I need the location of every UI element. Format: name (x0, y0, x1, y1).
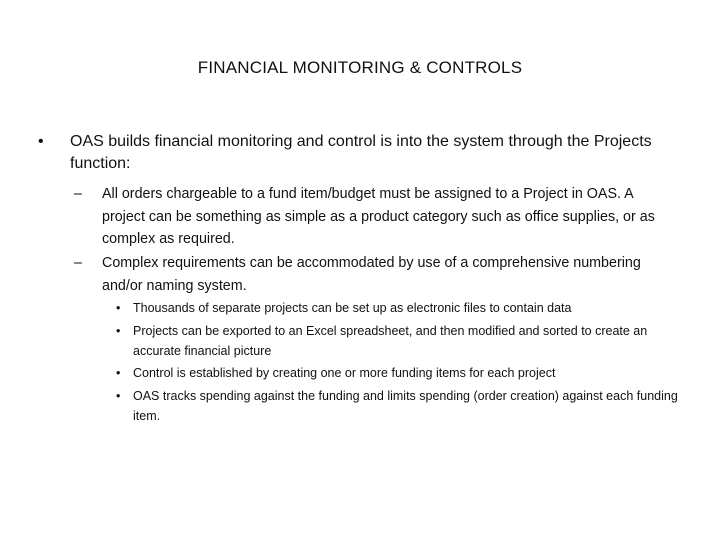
detail-bullet-text: Control is established by creating one or more funding items for each project (133, 366, 556, 380)
detail-bullet-point (116, 386, 683, 426)
bullet-text: OAS builds financial monitoring and control is into the system through the Projects function: (70, 133, 652, 172)
detail-bullet-point (116, 363, 683, 383)
bullet-icon: • (116, 389, 121, 403)
detail-bullet-text: Projects can be exported to an Excel spreadsheet, and then modified and sorted to create an accurate financial picture (133, 324, 648, 358)
slide-title: FINANCIAL MONITORING & CONTROLS (197, 58, 523, 77)
bullet-point (38, 131, 680, 175)
bullet-icon: • (38, 133, 44, 150)
detail-bullet-point (116, 298, 683, 318)
sub-bullet-text: Complex requirements can be accommodated by use of a comprehensive numbering and/or naming system. (102, 255, 641, 294)
dash-icon: – (74, 186, 82, 202)
detail-bullet-text: OAS tracks spending against the funding and limits spending (order creation) against each funding item. (133, 389, 678, 423)
sub-bullet-point (74, 252, 672, 297)
bullet-icon: • (116, 366, 121, 380)
dash-icon: – (74, 255, 82, 271)
sub-bullet-text: All orders chargeable to a fund item/budget must be assigned to a Project in OAS. A project can be something as simple as a product category such as office supplies, or as complex as required. (102, 186, 655, 247)
detail-bullet-text: Thousands of separate projects can be set up as electronic files to contain data (133, 301, 572, 315)
sub-bullet-point (74, 183, 672, 251)
detail-bullet-point (116, 321, 683, 361)
bullet-icon: • (116, 324, 121, 338)
bullet-icon: • (116, 301, 121, 315)
